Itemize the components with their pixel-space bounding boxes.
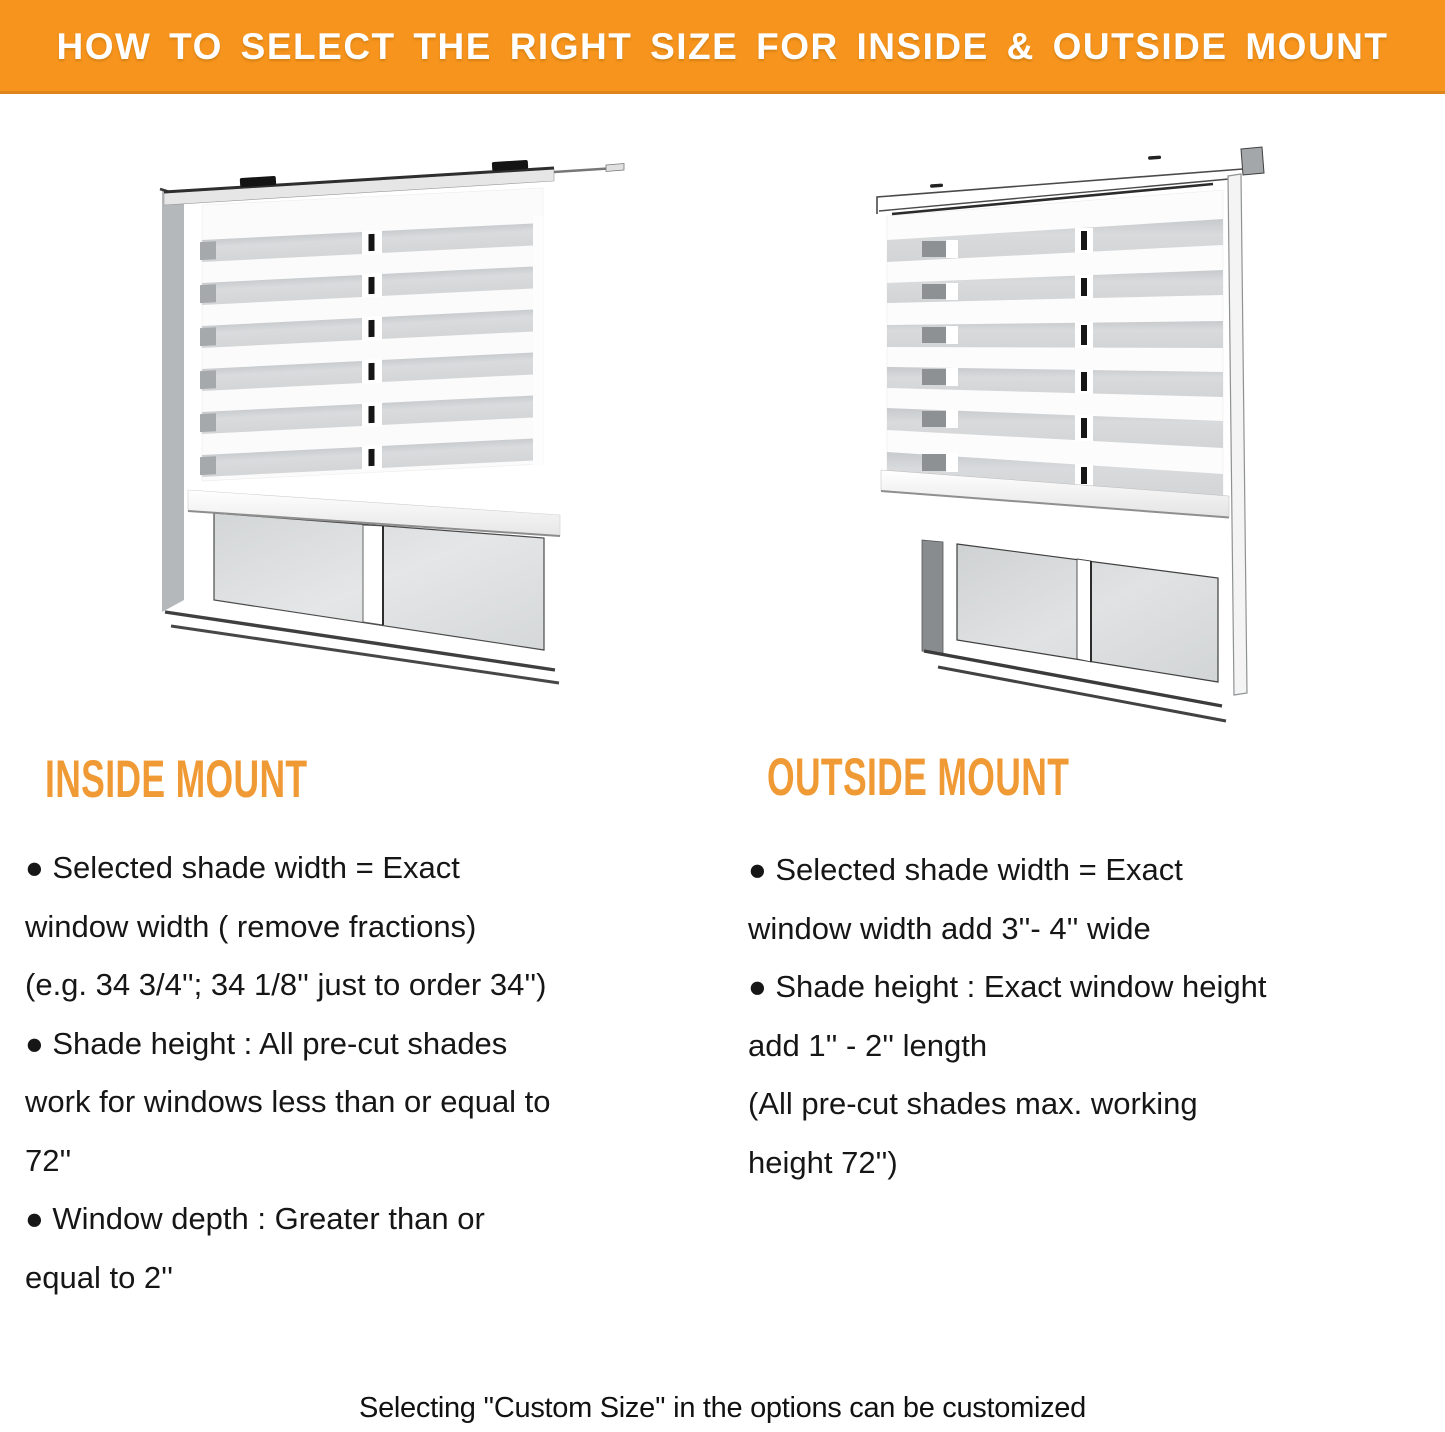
- text-line: ● Window depth : Greater than or: [25, 1201, 485, 1236]
- inside-mount-details: [25, 839, 725, 1307]
- inside-mount-illustration: [150, 145, 650, 720]
- inside-mount-heading: INSIDE MOUNT: [45, 750, 308, 809]
- outside-mount-heading: OUTSIDE MOUNT: [767, 748, 1070, 807]
- window-frame-left-jamb: [160, 189, 186, 612]
- text-line: ● Selected shade width = Exact: [25, 850, 460, 885]
- shade-right-margin: [533, 216, 543, 467]
- outside-mount-details: [748, 841, 1438, 1192]
- side-channel: [1228, 174, 1247, 695]
- zebra-shade: [200, 188, 543, 483]
- zebra-shade: [881, 184, 1229, 518]
- text-line: ● Selected shade width = Exact: [748, 852, 1183, 887]
- window-frame-left-jamb: [922, 540, 943, 653]
- banner-title: HOW TO SELECT THE RIGHT SIZE FOR INSIDE & OUTSIDE MOUNT: [56, 26, 1389, 67]
- outside-mount-illustration: [860, 140, 1280, 765]
- text-line: (e.g. 34 3/4''; 34 1/8'' just to order 34''): [25, 967, 547, 1002]
- text-line: 72'': [25, 1142, 72, 1178]
- text-line: ● Shade height : All pre-cut shades: [25, 1025, 508, 1061]
- text-line: work for windows less than or equal to: [25, 1084, 551, 1119]
- text-line: (All pre-cut shades max. working: [748, 1086, 1198, 1121]
- footer-note: Selecting ''Custom Size'' in the options can be customized: [359, 1392, 1086, 1424]
- wall-screw-mark: [1148, 156, 1161, 160]
- text-line: equal to 2'': [25, 1259, 174, 1295]
- text-line: window width ( remove fractions): [25, 908, 477, 944]
- text-line: height 72''): [748, 1144, 898, 1180]
- window-glass: [214, 513, 544, 650]
- text-line: ● Shade height : Exact window height: [748, 969, 1267, 1004]
- end-bracket: [1241, 147, 1264, 175]
- wall-screw-mark: [930, 184, 943, 188]
- banner: [0, 0, 1445, 94]
- window-glass: [922, 540, 1218, 682]
- text-line: add 1'' - 2'' length: [748, 1027, 988, 1063]
- text-line: window width add 3''- 4'' wide: [748, 910, 1151, 946]
